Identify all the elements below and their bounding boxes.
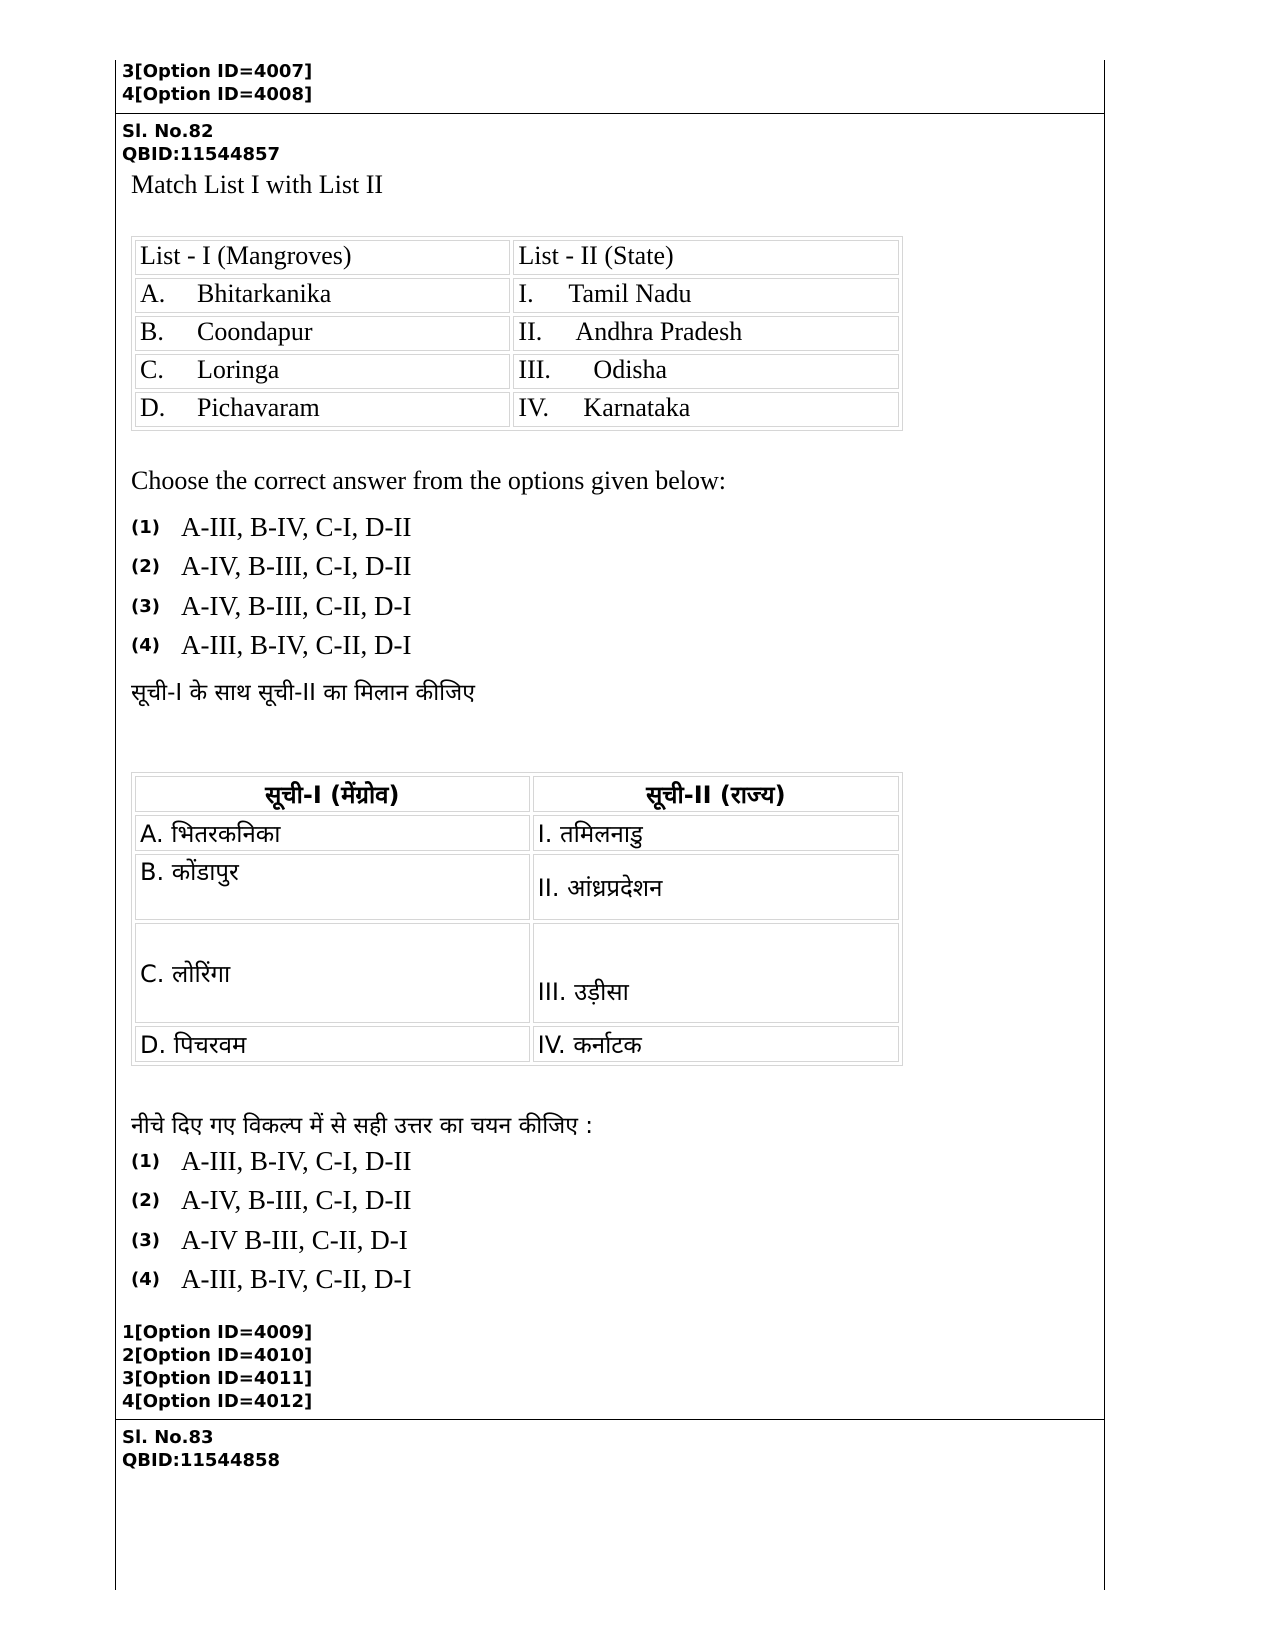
option-id-4: 4[Option ID=4012]	[122, 1391, 313, 1412]
option-number: (4)	[131, 1268, 160, 1290]
serial-number: Sl. No.83	[122, 1427, 214, 1448]
prev-option-id-4: 4[Option ID=4008]	[122, 84, 313, 105]
option-3-hi	[131, 1221, 408, 1259]
table-header: List - II (State)	[513, 240, 899, 275]
serial-number: Sl. No.82	[122, 121, 214, 142]
option-id-2: 2[Option ID=4010]	[122, 1345, 313, 1366]
option-1-hi	[131, 1142, 411, 1180]
choose-answer-en: Choose the correct answer from the options given below:	[131, 466, 726, 495]
option-4-hi	[131, 1260, 411, 1298]
option-text: A-III, B-IV, C-II, D-I	[181, 629, 412, 660]
list1-value: Coondapur	[197, 317, 313, 346]
table-header: List - I (Mangroves)	[135, 240, 510, 275]
list2-value: Tamil Nadu	[568, 279, 692, 308]
table-header: सूची-II (राज्य)	[533, 776, 899, 812]
list1-key: D.	[140, 393, 166, 422]
list1-cell: B. कोंडापुर	[135, 854, 530, 920]
option-1-en	[131, 508, 411, 546]
option-4-en	[131, 626, 411, 664]
list1-key: C.	[140, 355, 164, 384]
option-id-3: 3[Option ID=4011]	[122, 1368, 313, 1389]
qbid: QBID:11544858	[122, 1450, 281, 1471]
table-row	[135, 354, 899, 389]
table-row	[135, 392, 899, 427]
list2-cell: IV. कर्नाटक	[533, 1026, 899, 1062]
list2-key: I.	[518, 279, 534, 308]
option-text: A-IV, B-III, C-II, D-I	[181, 590, 412, 621]
list1-cell: A. भितरकनिका	[135, 815, 530, 851]
option-number: (2)	[131, 555, 160, 577]
option-number: (4)	[131, 634, 160, 656]
choose-answer-hi: नीचे दिए गए विकल्प में से सही उत्तर का चयन कीजिए :	[131, 1113, 594, 1139]
list2-key: IV.	[518, 393, 550, 422]
table-row	[135, 923, 899, 1023]
option-text: A-IV, B-III, C-I, D-II	[181, 550, 412, 581]
option-number: (3)	[131, 1229, 160, 1251]
list1-key: B.	[140, 317, 164, 346]
option-number: (3)	[131, 595, 160, 617]
prev-option-id-3: 3[Option ID=4007]	[122, 61, 313, 82]
option-number: (2)	[131, 1189, 160, 1211]
list1-value: Loringa	[197, 355, 280, 384]
divider	[115, 113, 1104, 114]
list2-value: Karnataka	[583, 393, 691, 422]
list2-cell: III. उड़ीसा	[533, 923, 899, 1023]
option-text: A-IV B-III, C-II, D-I	[181, 1224, 408, 1255]
option-text: A-III, B-IV, C-II, D-I	[181, 1263, 412, 1294]
option-text: A-III, B-IV, C-I, D-II	[181, 1145, 412, 1176]
list2-key: III.	[518, 355, 551, 384]
list1-key: A.	[140, 279, 166, 308]
table-row	[135, 316, 899, 351]
table-row	[135, 278, 899, 313]
option-3-en	[131, 587, 411, 625]
option-text: A-III, B-IV, C-I, D-II	[181, 511, 412, 542]
list1-value: Pichavaram	[197, 393, 320, 422]
question-title-hi: सूची-I के साथ सूची-II का मिलान कीजिए	[131, 680, 475, 706]
list2-key: II.	[518, 317, 543, 346]
option-2-hi	[131, 1181, 411, 1219]
list2-cell: I. तमिलनाडु	[533, 815, 899, 851]
option-id-1: 1[Option ID=4009]	[122, 1322, 313, 1343]
option-number: (1)	[131, 1150, 160, 1172]
table-header: सूची-I (मेंग्रोव)	[135, 776, 530, 812]
table-row	[135, 815, 899, 851]
table-row	[135, 854, 899, 920]
option-2-en	[131, 547, 411, 585]
list1-cell: D. पिचरवम	[135, 1026, 530, 1062]
list1-cell: C. लोरिंगा	[135, 923, 530, 1023]
list1-value: Bhitarkanika	[197, 279, 332, 308]
option-number: (1)	[131, 516, 160, 538]
match-table-en	[131, 236, 903, 431]
list2-cell: II. आंध्रप्रदेशन	[533, 854, 899, 920]
option-text: A-IV, B-III, C-I, D-II	[181, 1184, 412, 1215]
list2-value: Odisha	[593, 355, 668, 384]
match-table-hi	[131, 772, 903, 1066]
question-title-en: Match List I with List II	[131, 170, 384, 199]
list2-value: Andhra Pradesh	[575, 317, 743, 346]
divider	[115, 1419, 1104, 1420]
table-row	[135, 1026, 899, 1062]
qbid: QBID:11544857	[122, 144, 281, 165]
